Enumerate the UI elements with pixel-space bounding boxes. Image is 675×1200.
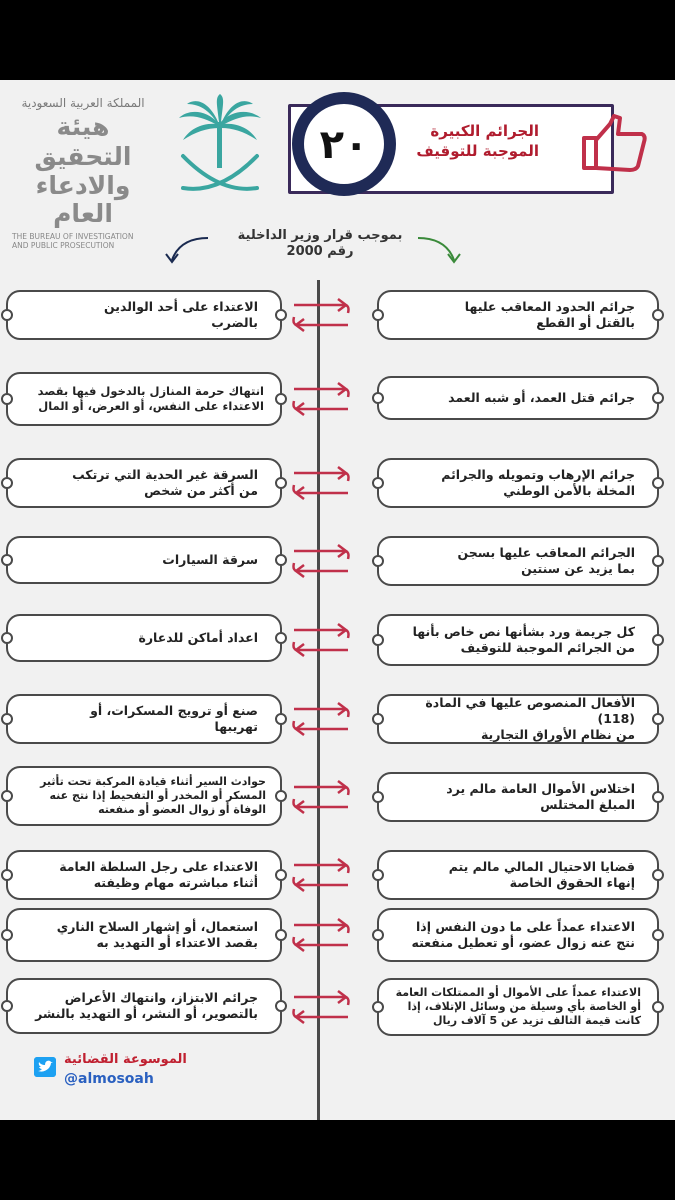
crime-item-left: [6, 458, 282, 508]
crime-text: جرائم قتل العمد، أو شبه العمد: [448, 390, 635, 405]
kingdom-name: المملكة العربية السعودية: [21, 96, 145, 110]
crime-text: جرائم الحدود المعاقب عليها بالقتل أو القطع: [464, 299, 635, 330]
swap-arrows-icon: [288, 461, 354, 505]
crime-item-left: [6, 978, 282, 1034]
crime-text: اعداد أماكن للدعارة: [138, 630, 258, 645]
agency-name-line2: والادعاء العام: [35, 171, 131, 228]
title-line2: الموجبة للتوقيف: [416, 142, 539, 160]
agency-name-en: [8, 232, 158, 250]
count-badge: [288, 88, 400, 200]
crime-text: جرائم الإرهاب وتمويله والجرائم المخلة بالأمن الوطني: [441, 467, 635, 498]
swap-arrows-icon: [288, 697, 354, 741]
crime-item-left: [6, 766, 282, 826]
crime-text: انتهاك حرمة المنازل بالدخول فيها بقصد الاعتداء على النفس، أو العرض، أو المال: [37, 384, 264, 413]
swap-arrows-icon: [288, 618, 354, 662]
crime-text: صنع أو ترويج المسكرات، أو تهريبها: [90, 703, 258, 734]
crime-item-left: [6, 694, 282, 744]
crime-item-right: [377, 376, 659, 420]
swap-arrows-icon: [288, 775, 354, 819]
crime-item-right: [377, 458, 659, 508]
crime-item-right: [377, 614, 659, 666]
crime-item-left: [6, 290, 282, 340]
crime-item-left: [6, 850, 282, 900]
crime-text: الاعتداء عمداً على الأموال أو الممتلكات العامة أو الخاصة بأي وسيلة من وسائل الإتلاف، إذا كانت قيمة التالف تزيد عن 5 آلاف ريال: [395, 986, 641, 1027]
crime-item-right: [377, 772, 659, 822]
crime-text: جرائم الابتزاز، وانتهاك الأعراض بالتصوير، أو النشر، أو التهديد بالنشر: [35, 990, 258, 1021]
agency-logo: [8, 92, 158, 250]
palm-swords-emblem-icon: [165, 94, 275, 206]
twitter-handle[interactable]: @almosoah: [64, 1071, 154, 1087]
crime-item-right: [377, 290, 659, 340]
crime-text: السرقة غير الحدية التي ترتكب من أكثر من شخص: [72, 467, 258, 498]
crime-text: الجرائم المعاقب عليها بسجن بما يزيد عن سنتين: [457, 545, 635, 576]
swap-arrows-icon: [288, 377, 354, 421]
swap-arrows-icon: [288, 539, 354, 583]
agency-name-line1: هيئة التحقيق: [34, 112, 132, 171]
crime-text: الاعتداء على رجل السلطة العامة أثناء مباشرته مهام وظيفته: [59, 859, 258, 890]
crime-item-right: [377, 850, 659, 900]
subtitle-line2: رقم 2000: [286, 244, 354, 259]
crime-text: سرقة السيارات: [162, 552, 258, 567]
swap-arrows-icon: [288, 913, 354, 957]
crime-text: حوادث السير أثناء قيادة المركبة تحت تأثير المسكر أو المخدر أو التفحيط إذا نتج عنه الوفاة أو زوال العضو أو منفعته: [40, 775, 266, 816]
page-title: [416, 121, 539, 161]
crime-item-left: [6, 614, 282, 662]
thumbs-up-icon: [580, 114, 650, 174]
crime-text: استعمال، أو إشهار السلاح الناري بقصد الاعتداء أو التهديد به: [56, 919, 258, 950]
crime-item-left: [6, 372, 282, 426]
crime-item-left: [6, 536, 282, 584]
title-line1: الجرائم الكبيرة: [430, 122, 539, 140]
swap-arrows-icon: [288, 985, 354, 1029]
account-name: الموسوعة القضائية: [64, 1052, 187, 1067]
crime-item-right: [377, 978, 659, 1036]
crime-item-right: [377, 908, 659, 962]
count-number: ٢٠: [319, 122, 369, 168]
twitter-icon[interactable]: [34, 1057, 56, 1077]
swap-arrows-icon: [288, 293, 354, 337]
crime-text: كل جريمة ورد بشأنها نص خاص بأنها من الجرائم الموجبة للتوقيف: [412, 624, 635, 655]
crime-item-right: [377, 694, 659, 744]
agency-name-en-line1: THE BUREAU OF INVESTIGATION: [12, 232, 134, 241]
crime-text: اختلاس الأموال العامة مالم يرد المبلغ المختلس: [446, 781, 635, 812]
decree-subtitle: [200, 228, 440, 260]
crime-text: الاعتداء على أحد الوالدين بالضرب: [104, 299, 258, 330]
infographic-sheet: [0, 80, 675, 1120]
crime-item-left: [6, 908, 282, 962]
crime-item-right: [377, 536, 659, 586]
subtitle-line1: بموجب قرار وزير الداخلية: [237, 228, 403, 243]
agency-name-en-line2: AND PUBLIC PROSECUTION: [12, 241, 115, 250]
swap-arrows-icon: [288, 853, 354, 897]
crime-text: قضايا الاحتيال المالي مالم يتم إنهاء الحقوق الخاصة: [448, 859, 635, 890]
crime-text: الاعتداء عمداً على ما دون النفس إذا نتج عنه زوال عضو، أو تعطيل منفعته: [411, 919, 635, 950]
crime-text: الأفعال المنصوص عليها في المادة (118) من نظام الأوراق التجارية: [425, 695, 635, 742]
